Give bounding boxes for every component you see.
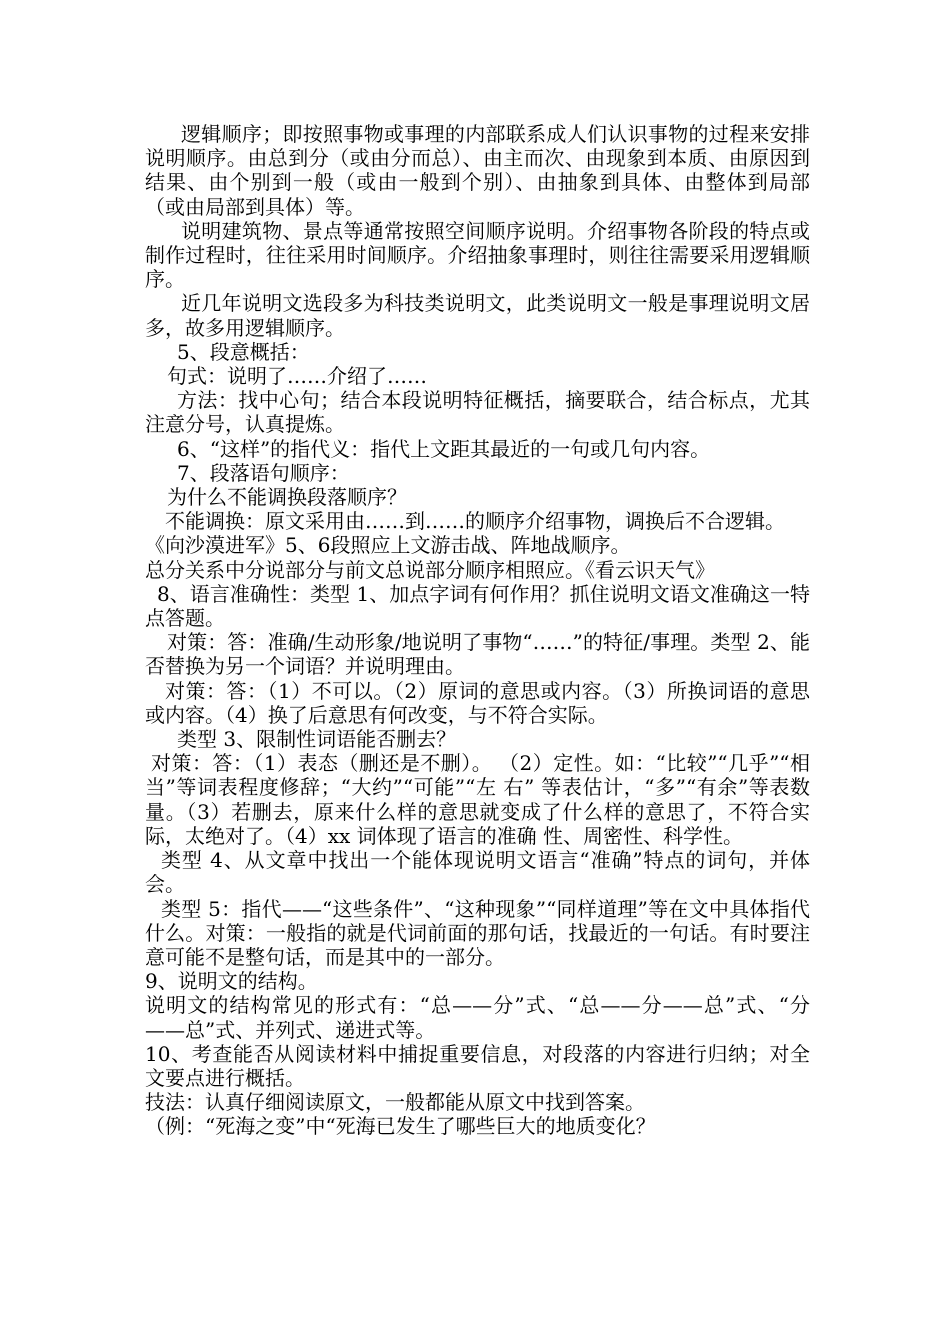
paragraph-sentence-pattern: 句式：说明了……介绍了…… bbox=[167, 364, 427, 389]
paragraph-structure-forms: 说明文的结构常见的形式有：“总——分”式、“总——分——总”式、“分——总”式、并列式、递进式等。 bbox=[145, 993, 810, 1042]
paragraph-type-3: 类型 3、限制性词语能否删去？ bbox=[177, 727, 457, 752]
paragraph-example-clouds: 总分关系中分说部分与前文总说部分顺序相照应。《看云识天气》 bbox=[145, 557, 715, 582]
heading-section-10: 10、考查能否从阅读材料中捕捉重要信息，对段落的内容进行归纳；对全文要点进行概括。 bbox=[145, 1041, 810, 1090]
paragraph-example-dead-sea: （例：“死海之变”中“死海已发生了哪些巨大的地质变化？ bbox=[145, 1114, 656, 1139]
paragraph-type-5: 类型 5：指代——“这些条件”、“这种现象”“同样道理”等在文中具体指代什么。对策：一般指的就是代词前面的那句话，找最近的一句话。有时要注意可能不是整句话，而是其中的一部分。 bbox=[145, 896, 810, 969]
paragraph-logical-order: 逻辑顺序；即按照事物或事理的内部联系成人们认识事物的过程来安排说明顺序。由总到分（或由分而总）、由主而次、由现象到本质、由原因到结果、由个别到一般（或由一般到个别）、由抽象到具体、由整体到局部（或由局部到具体）等。 bbox=[145, 122, 810, 219]
paragraph-order-usage: 说明建筑物、景点等通常按照空间顺序说明。介绍事物各阶段的特点或制作过程时，往往采用时间顺序。介绍抽象事理时，则往往需要采用逻辑顺序。 bbox=[145, 218, 810, 292]
heading-section-8: 8、语言准确性：类型 1、加点字词有何作用？抓住说明文语文准确这一特点答题。 bbox=[145, 581, 810, 631]
paragraph-type-4: 类型 4、从文章中找出一个能体现说明文语言“准确”特点的词句，并体会。 bbox=[145, 848, 810, 897]
paragraph-strategy-1: 对策：答：准确/生动形象/地说明了事物“……”的特征/事理。类型 2、能否替换为另一个词语？并说明理由。 bbox=[145, 630, 810, 679]
heading-section-6: 6、“这样”的指代义：指代上文距其最近的一句或几句内容。 bbox=[177, 436, 711, 461]
paragraph-cannot-swap: 不能调换：原文采用由……到……的顺序介绍事物，调换后不合逻辑。 bbox=[165, 509, 785, 534]
paragraph-technique: 技法：认真仔细阅读原文，一般都能从原文中找到答案。 bbox=[145, 1090, 645, 1115]
paragraph-example-desert: 《向沙漠进军》5、6段照应上文游击战、阵地战顺序。 bbox=[145, 533, 631, 558]
paragraph-question: 为什么不能调换段落顺序？ bbox=[167, 485, 407, 510]
paragraph-method: 方法：找中心句；结合本段说明特征概括，摘要联合，结合标点，尤其注意分号，认真提炼。 bbox=[145, 388, 810, 437]
heading-section-5: 5、段意概括： bbox=[177, 339, 310, 364]
paragraph-strategy-2: 对策：答：（1）不可以。（2）原词的意思或内容。（3）所换词语的意思或内容。（4）换了后意思有何改变，与不符合实际。 bbox=[145, 678, 810, 727]
heading-section-9: 9、说明文的结构。 bbox=[145, 969, 318, 994]
paragraph-recent-years: 近几年说明文选段多为科技类说明文，此类说明文一般是事理说明文居多，故多用逻辑顺序。 bbox=[145, 291, 810, 340]
document-body bbox=[145, 122, 810, 1139]
heading-section-7: 7、段落语句顺序： bbox=[177, 460, 350, 485]
paragraph-strategy-3: 对策：答：（1）表态（删还是不删）。 （2）定性。如：“比较”“几乎”“相当”等词表程度修辞；“大约”“可能”“左 右” 等表估计，“多”“有余”等表数量。（3）若删去，原来什么样的意思就变成了什么样的意思了，不符合实际，太绝对了。（4）xx 词体现了语言的准确 性、周密性、科学性。 bbox=[145, 751, 810, 848]
